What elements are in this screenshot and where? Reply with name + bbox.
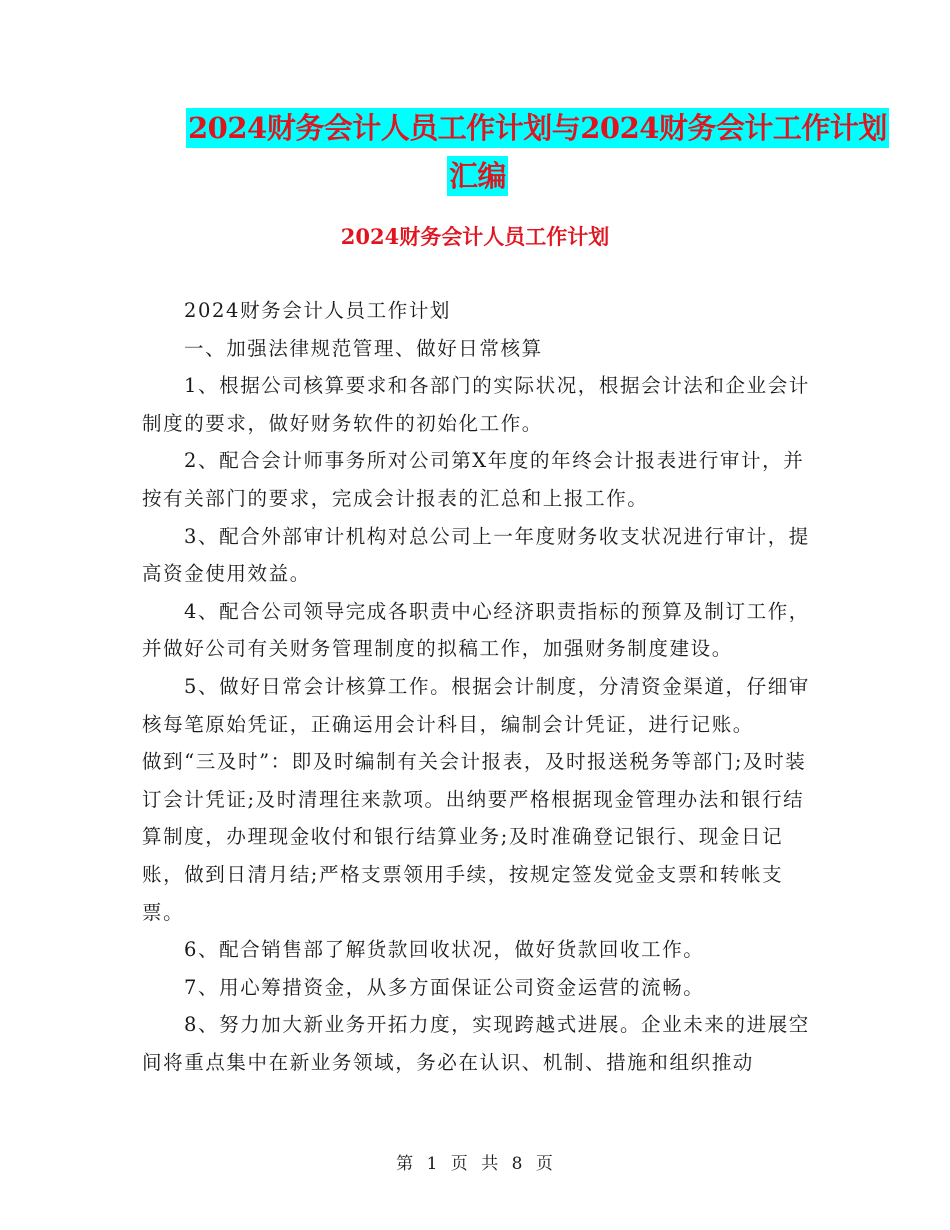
document-body xyxy=(142,292,812,1081)
document-title-line-2: 汇编 xyxy=(447,156,508,196)
paragraph: 做到“三及时”：即及时编制有关会计报表，及时报送税务等部门;及时装订会计凭证;及时清理往来款项。出纳要严格根据现金管理办法和银行结算制度，办理现金收付和银行结算业务;及时准确登记银行、现金日记账，做到日清月结;严格支票领用手续，按规定签发觉金支票和转帐支票。 xyxy=(142,750,807,924)
paragraph: 2、配合会计师事务所对公司第X年度的年终会计报表进行审计，并按有关部门的要求，完成会计报表的汇总和上报工作。 xyxy=(142,449,805,510)
page-footer xyxy=(0,1152,950,1176)
paragraph: 4、配合公司领导完成各职责中心经济职责指标的预算及制订工作，并做好公司有关财务管理制度的拟稿工作，加强财务制度建设。 xyxy=(142,599,810,661)
section-heading: 2024财务会计人员工作计划 xyxy=(340,224,610,249)
paragraph: 5、做好日常会计核算工作。根据会计制度，分清资金渠道，仔细审核每笔原始凭证，正确运用会计科目，编制会计凭证，进行记账。 xyxy=(142,674,810,736)
current-page-number: 1 xyxy=(426,1154,439,1174)
total-pages-number: 8 xyxy=(511,1154,524,1174)
paragraph: 7、用心筹措资金，从多方面保证公司资金运营的流畅。 xyxy=(184,975,705,999)
page-label: 第 xyxy=(396,1154,415,1174)
paragraph: 8、努力加大新业务开拓力度，实现跨越式进展。企业未来的进展空间将重点集中在新业务领域，务必在认识、机制、措施和组织推动 xyxy=(142,1013,810,1074)
document-title-line-1: 2024财务会计人员工作计划与2024财务会计工作计划 xyxy=(186,108,889,148)
paragraph: 3、配合外部审计机构对总公司上一年度财务收支状况进行审计，提高资金使用效益。 xyxy=(142,524,810,586)
total-label: 共 xyxy=(481,1154,500,1174)
paragraph: 一、加强法律规范管理、做好日常核算 xyxy=(184,336,543,360)
paragraph: 1、根据公司核算要求和各部门的实际状况，根据会计法和企业会计制度的要求，做好财务软件的初始化工作。 xyxy=(142,374,810,435)
paragraph: 6、配合销售部了解货款回收状况，做好货款回收工作。 xyxy=(184,938,705,962)
paragraph: 2024财务会计人员工作计划 xyxy=(184,299,452,322)
page-unit-label: 页 xyxy=(450,1154,469,1174)
total-unit-label: 页 xyxy=(535,1154,554,1174)
